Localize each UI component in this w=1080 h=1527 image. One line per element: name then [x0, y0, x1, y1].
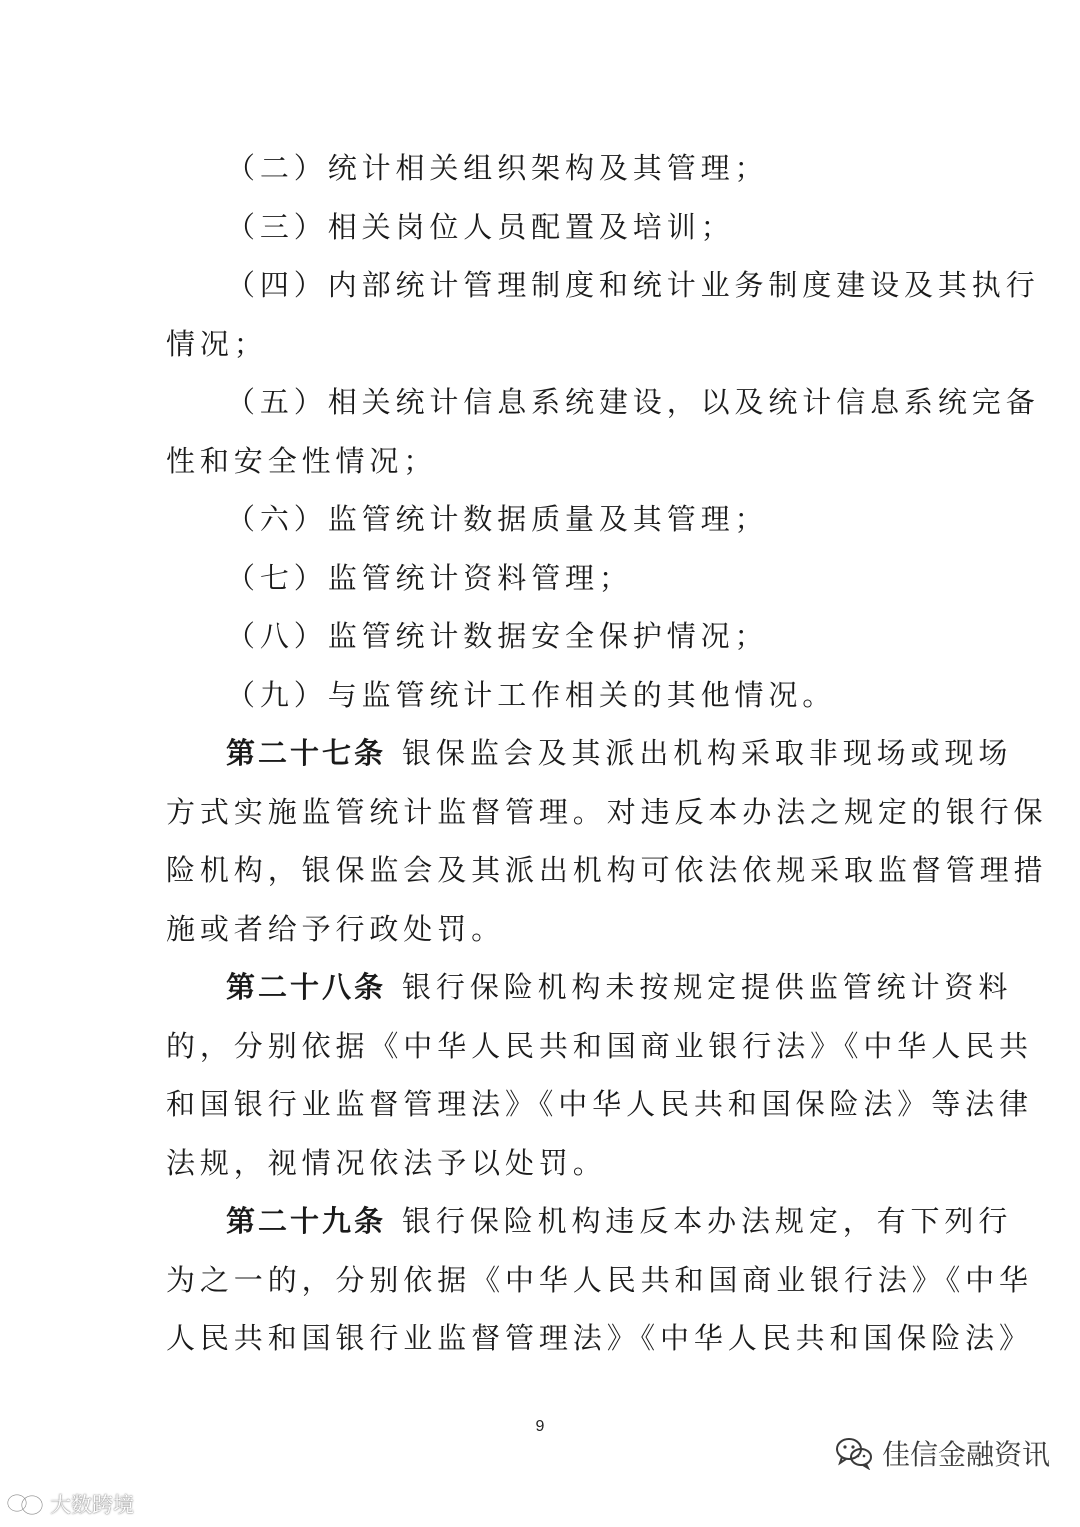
text-line [166, 841, 1048, 900]
text-line [166, 139, 916, 198]
text-line [166, 256, 1040, 315]
line-text: （八）监管统计数据安全保护情况； [226, 619, 769, 653]
wechat-logo-icon [834, 1436, 874, 1470]
text-line [166, 490, 916, 549]
line-text: 银行保险机构未按规定提供监管统计资料 [402, 970, 1013, 1004]
text-line [166, 666, 916, 725]
line-text: （五）相关统计信息系统建设，以及统计信息系统完备 [226, 385, 1040, 419]
text-line [166, 783, 1048, 842]
line-text: 法规，视情况依法予以处罚。 [166, 1145, 607, 1180]
line-text: 方式实施监管统计监督管理。对违反本办法之规定的银行保 [166, 794, 1048, 829]
text-line [166, 315, 916, 374]
line-text: （七）监管统计资料管理； [226, 560, 633, 595]
line-text: （六）监管统计数据质量及其管理； [226, 502, 769, 536]
text-line [166, 373, 1040, 432]
text-line [166, 549, 916, 608]
page-number: 9 [535, 1418, 545, 1435]
wechat-bubble-icon [6, 1491, 46, 1517]
line-text: 银行保险机构违反本办法规定，有下列行 [402, 1204, 1013, 1238]
line-text: 人民共和国银行业监督管理法》《中华人民共和国保险法》 [166, 1321, 1033, 1355]
text-line [166, 724, 1013, 783]
article-heading: 第二十八条 [226, 970, 387, 1004]
text-line [166, 607, 916, 666]
line-text: （九）与监管统计工作相关的其他情况。 [226, 677, 837, 712]
text-line [166, 958, 1013, 1017]
line-text: （二）统计相关组织架构及其管理； [226, 151, 769, 185]
line-text: 情况； [166, 326, 268, 361]
text-line [166, 432, 916, 491]
line-text: 施或者给予行政处罚。 [166, 911, 506, 946]
text-line [166, 198, 916, 257]
text-line [166, 900, 916, 959]
line-text: 险机构，银保监会及其派出机构可依法依规采取监督管理措 [166, 853, 1048, 887]
text-line [166, 1017, 1033, 1076]
watermark-right-text: 佳信金融资讯 [881, 1438, 1050, 1471]
watermark-left [6, 1488, 134, 1520]
article-heading: 第二十七条 [226, 736, 387, 770]
watermark-left-text: 大数跨境 [50, 1493, 134, 1517]
line-text: 和国银行业监督管理法》《中华人民共和国保险法》等法律 [166, 1087, 1033, 1121]
article-heading: 第二十九条 [226, 1204, 387, 1238]
watermark-right [834, 1431, 1050, 1475]
line-text: 的，分别依据《中华人民共和国商业银行法》《中华人民共 [166, 1028, 1033, 1063]
line-text: 性和安全性情况； [166, 443, 438, 478]
line-text: （四）内部统计管理制度和统计业务制度建设及其执行 [226, 268, 1040, 302]
line-text: 银保监会及其派出机构采取非现场或现场 [402, 736, 1013, 770]
text-line [166, 1192, 1013, 1251]
text-line [166, 1075, 1033, 1134]
line-text: 为之一的，分别依据《中华人民共和国商业银行法》《中华 [166, 1262, 1033, 1297]
text-line [166, 1251, 1033, 1310]
text-line [166, 1309, 1033, 1368]
document-body [166, 139, 1048, 1368]
line-text: （三）相关岗位人员配置及培训； [226, 209, 735, 244]
text-line [166, 1134, 916, 1193]
